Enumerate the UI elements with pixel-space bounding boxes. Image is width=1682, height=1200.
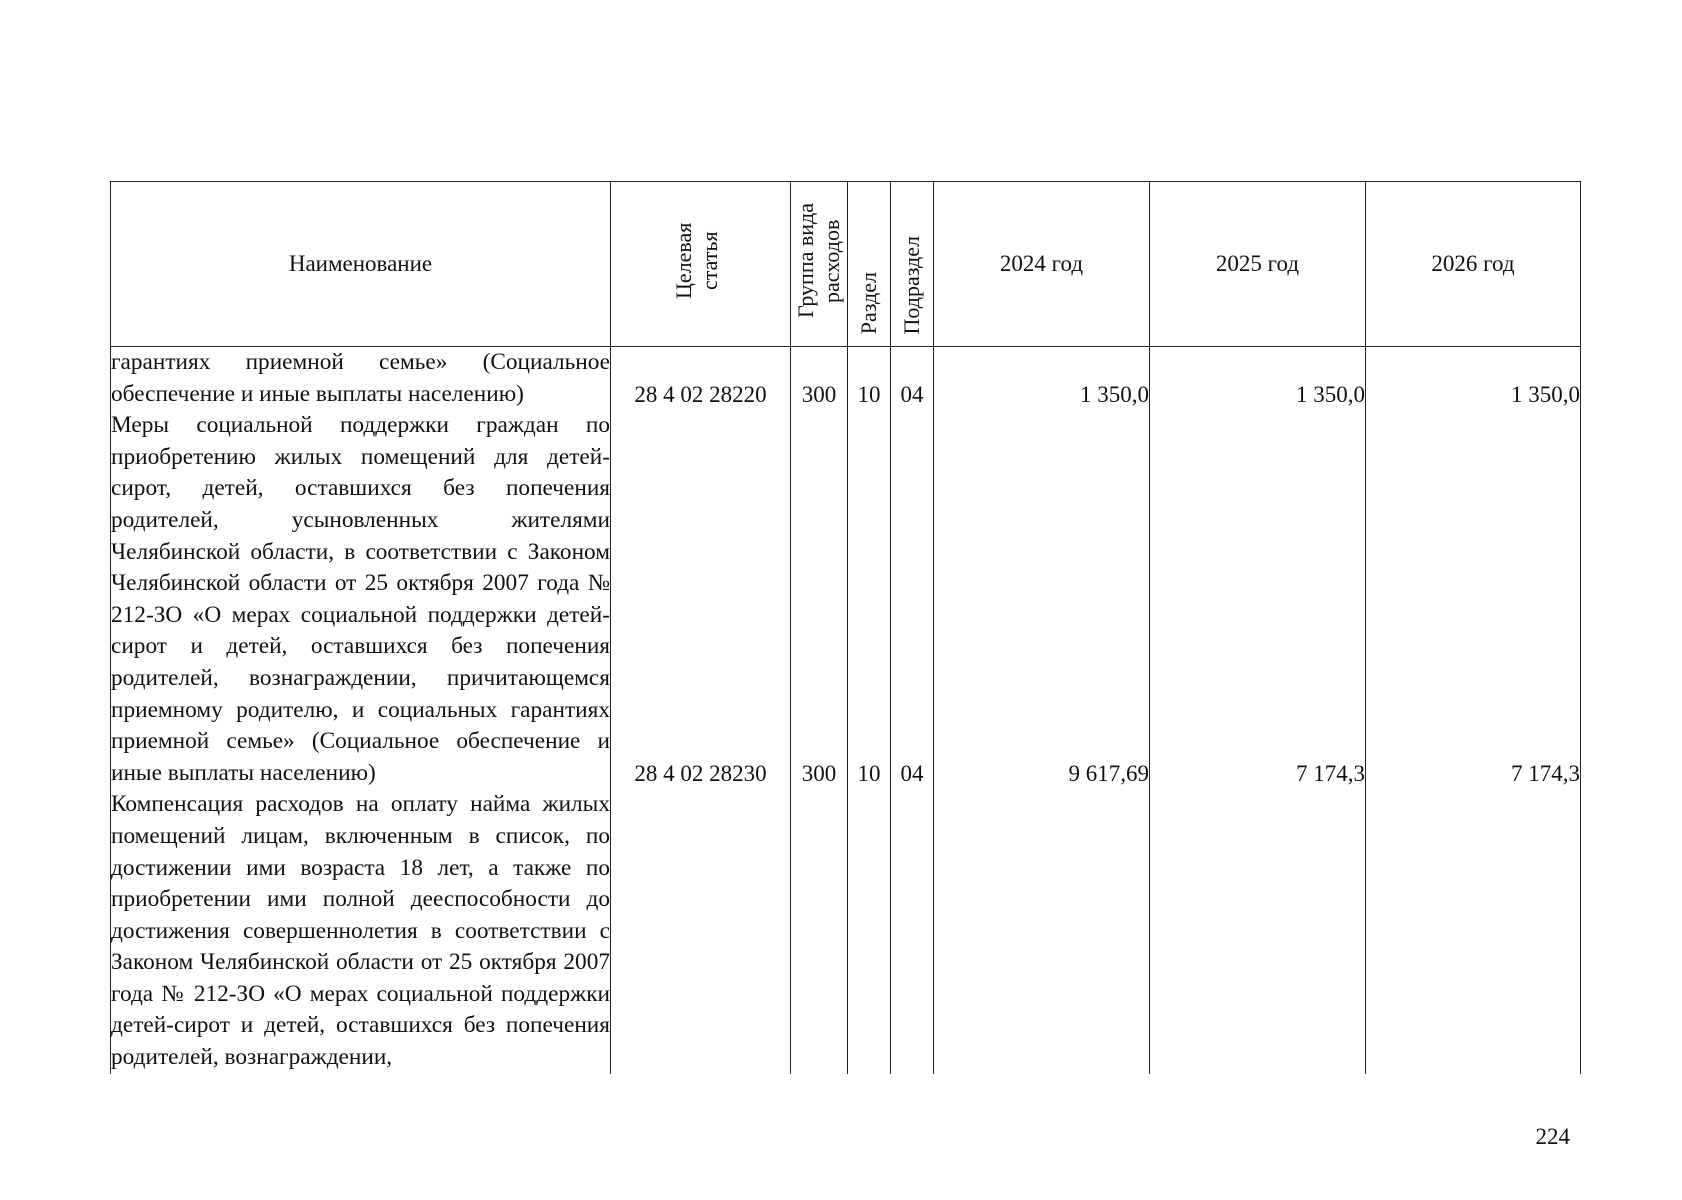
row-name: Компенсация расходов на оплату найма жилых помещений лицам, включенным в список, по достижении ими возраста 18 лет, а также по приобретении ими полной дееспособности до достижения совершеннолетия в соответствии с Законом Челябинской области от 25 октября 2007 года № 212-ЗО «О мерах социальной поддержки детей-сирот и детей, оставшихся без попечения родителей, вознаграждении,: [111, 789, 611, 1073]
row-subsection: [891, 789, 934, 1073]
header-subsection-label: Подраздел: [899, 235, 924, 334]
header-expense-group-label: Группа вида расходов: [793, 203, 844, 319]
row-amount-2025: 1 350,0: [1150, 347, 1366, 411]
budget-table: [110, 181, 1581, 1074]
row-subsection: 04: [891, 347, 934, 411]
row-amount-2025: [1150, 789, 1366, 1073]
row-amount-2024: 9 617,69: [934, 410, 1150, 789]
header-target-article: [611, 182, 791, 347]
header-year-2024: 2024 год: [934, 182, 1150, 347]
row-amount-2025: 7 174,3: [1150, 410, 1366, 789]
header-expense-group: [791, 182, 848, 347]
row-target-article: 28 4 02 28230: [611, 410, 791, 789]
header-target-article-label: Целевая статья: [670, 222, 722, 300]
table-row: [111, 347, 1581, 411]
row-section: 10: [848, 347, 891, 411]
header-subsection: [891, 182, 934, 347]
row-section: [848, 789, 891, 1073]
header-section: [848, 182, 891, 347]
row-amount-2024: 1 350,0: [934, 347, 1150, 411]
row-name: Меры социальной поддержки граждан по приобретению жилых помещений для детей-сирот, детей, оставшихся без попечения родителей, усыновленных жителями Челябинской области, в соответствии с Законом Челябинской области от 25 октября 2007 года № 212-ЗО «О мерах социальной поддержки детей-сирот и детей, оставшихся без попечения родителей, вознаграждении, причитающемся приемному родителю, и социальных гарантиях приемной семье» (Социальное обеспечение и иные выплаты населению): [111, 410, 611, 789]
table-row: [111, 789, 1581, 1073]
row-amount-2026: 7 174,3: [1366, 410, 1581, 789]
header-year-2026: 2026 год: [1366, 182, 1581, 347]
row-amount-2026: [1366, 789, 1581, 1073]
row-expense-group: [791, 789, 848, 1073]
row-subsection: 04: [891, 410, 934, 789]
row-amount-2026: 1 350,0: [1366, 347, 1581, 411]
table-header-row: [111, 182, 1581, 347]
header-year-2025: 2025 год: [1150, 182, 1366, 347]
table-row: [111, 410, 1581, 789]
row-expense-group: 300: [791, 410, 848, 789]
row-target-article: [611, 789, 791, 1073]
row-amount-2024: [934, 789, 1150, 1073]
header-section-label: Раздел: [856, 271, 881, 334]
page-number: 224: [1535, 1124, 1570, 1149]
row-section: 10: [848, 410, 891, 789]
row-name: гарантиях приемной семье» (Социальное обеспечение и иные выплаты населению): [111, 347, 611, 411]
row-expense-group: 300: [791, 347, 848, 411]
row-target-article: 28 4 02 28220: [611, 347, 791, 411]
header-name: Наименование: [111, 182, 611, 347]
